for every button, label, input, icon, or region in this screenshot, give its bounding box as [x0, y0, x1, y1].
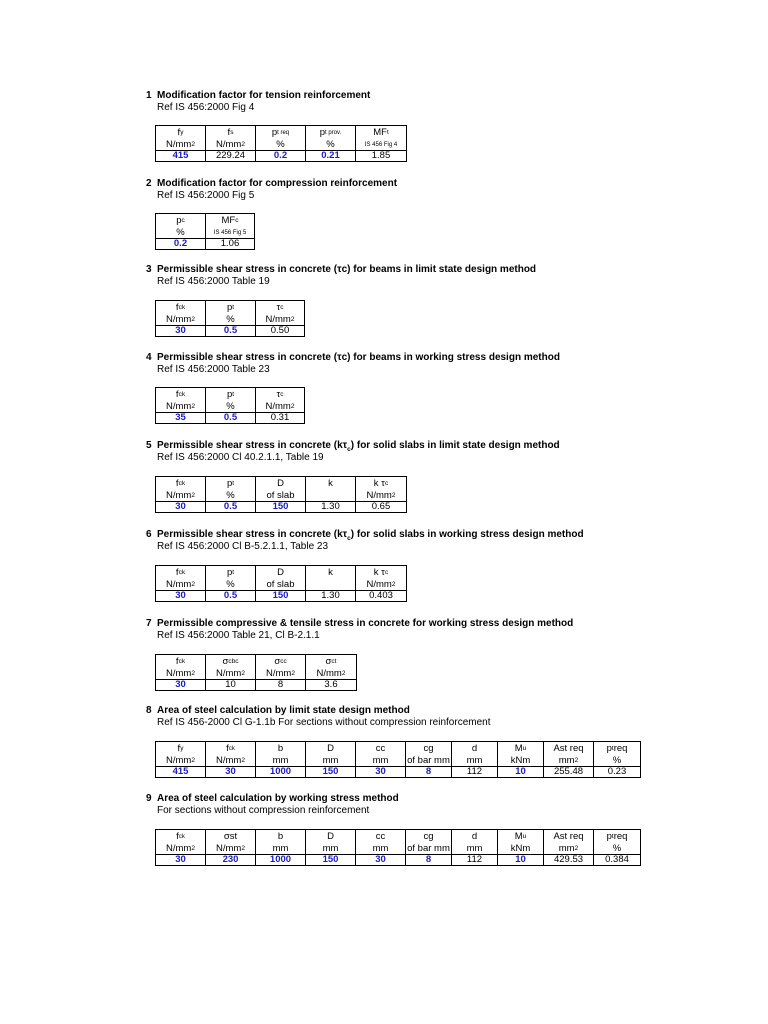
header-fck: f ck	[206, 742, 256, 755]
unit-fy: N/mm 2	[156, 139, 206, 150]
value-b[interactable]: 1000	[256, 854, 306, 865]
value-d[interactable]: 150	[256, 501, 306, 512]
header-cg: cg	[406, 742, 452, 755]
unit-pc: %	[156, 227, 206, 238]
unit-d: of slab	[256, 579, 306, 590]
table-shear-stress-slabs-working-stress	[155, 565, 407, 602]
value-tau-c: 0.50	[256, 325, 304, 336]
header-sigma-cc: σ cc	[256, 655, 306, 668]
header-d-effective: d	[452, 830, 498, 843]
unit-sigma-ct: N/mm 2	[316, 667, 346, 679]
value-sigma-cbc: 10	[206, 679, 256, 690]
header-fck: f ck	[156, 566, 206, 579]
header-fck: f ck	[156, 477, 206, 490]
header-d: D	[256, 477, 306, 490]
table-steel-area-working-stress	[155, 829, 641, 866]
unit-tau-c: N/mm 2	[265, 400, 295, 412]
unit-fck: N/mm 2	[156, 843, 206, 854]
unit-pt: %	[206, 401, 256, 412]
value-pc[interactable]: 0.2	[156, 238, 206, 249]
header-pt-req: p t req	[606, 830, 628, 842]
unit-mfc: IS 456 Fig 5	[213, 229, 247, 236]
unit-sigma-cc: N/mm 2	[256, 668, 306, 679]
unit-mu: kNm	[498, 755, 544, 766]
value-sigma-ct: 3.6	[306, 679, 356, 690]
value-mu[interactable]: 10	[498, 766, 544, 777]
header-d: D	[256, 566, 306, 579]
unit-k	[306, 490, 356, 501]
value-pt[interactable]: 0.5	[206, 501, 256, 512]
table-shear-stress-slabs-limit-state	[155, 476, 407, 513]
section-reference: Ref IS 456:2000 Fig 5	[157, 190, 255, 201]
value-d-effective: 112	[452, 854, 498, 865]
header-pt: p t	[206, 477, 256, 490]
value-k: 1.30	[306, 590, 356, 601]
unit-k-tau-c: N/mm 2	[366, 578, 396, 590]
header-d-depth: D	[306, 830, 356, 843]
unit-fck: N/mm 2	[206, 755, 256, 766]
table-shear-stress-limit-state	[155, 300, 305, 337]
unit-k	[306, 579, 356, 590]
section-reference: Ref IS 456-2000 Cl G-1.1b For sections without compression reinforcement	[157, 717, 491, 728]
value-fck[interactable]: 30	[206, 766, 256, 777]
section-title: 2 Modification factor for compression reinforcement	[146, 178, 398, 189]
unit-fck: N/mm 2	[156, 401, 206, 412]
unit-ast-req: mm 2	[544, 843, 594, 854]
section-title: 3 Permissible shear stress in concrete (τc) for beams in limit state design method	[146, 264, 537, 275]
value-cc[interactable]: 30	[356, 766, 406, 777]
unit-pt-req: %	[612, 754, 622, 766]
header-d-effective: d	[452, 742, 498, 755]
header-fck: f ck	[156, 655, 206, 668]
value-d-depth[interactable]: 150	[306, 766, 356, 777]
table-modification-factor-compression	[155, 213, 255, 250]
unit-d-effective: mm	[452, 843, 498, 854]
header-pt-prov: p t prov.	[306, 126, 356, 139]
header-d-depth: D	[306, 742, 356, 755]
section-title: 7 Permissible compressive & tensile stress in concrete for working stress design method	[146, 618, 574, 629]
header-fck: f ck	[156, 388, 206, 401]
section-6	[146, 529, 584, 553]
section-reference: Ref IS 456:2000 Fig 4	[157, 102, 255, 113]
value-pt-prov[interactable]: 0.21	[306, 150, 356, 161]
value-pt[interactable]: 0.5	[206, 325, 256, 336]
value-cg[interactable]: 8	[406, 766, 452, 777]
value-pt-req: 0.23	[594, 766, 640, 777]
header-mu: M u	[498, 830, 544, 843]
section-9	[146, 793, 399, 817]
header-k: k	[306, 566, 356, 579]
value-fy[interactable]: 415	[156, 150, 206, 161]
header-cg: cg	[406, 830, 452, 843]
value-cg[interactable]: 8	[406, 854, 452, 865]
section-reference: Ref IS 456:2000 Table 21, Cl B-2.1.1	[157, 630, 320, 641]
value-k: 1.30	[306, 501, 356, 512]
unit-mft: IS 456 Fig 4	[364, 141, 398, 148]
header-cc: cc	[356, 742, 406, 755]
unit-pt-req: %	[256, 139, 306, 150]
unit-d-depth: mm	[306, 843, 356, 854]
unit-pt-req: %	[612, 842, 622, 854]
unit-pt: %	[206, 314, 256, 325]
header-fs: f s	[206, 126, 256, 139]
header-b: b	[256, 742, 306, 755]
value-k-tau-c: 0.65	[356, 501, 406, 512]
unit-k-tau-c: N/mm 2	[366, 489, 396, 501]
header-mfc: MF c	[221, 214, 239, 226]
header-pt-req: p t req	[256, 126, 306, 139]
table-modification-factor-tension	[155, 125, 407, 162]
section-title: 9 Area of steel calculation by working stress method	[146, 793, 399, 804]
section-title: 1 Modification factor for tension reinforcement	[146, 90, 371, 101]
value-pt-req[interactable]: 0.2	[256, 150, 306, 161]
value-d-depth[interactable]: 150	[306, 854, 356, 865]
section-reference: Ref IS 456:2000 Cl B-5.2.1.1, Table 23	[157, 541, 329, 552]
section-4	[146, 352, 560, 376]
value-ast-req: 429.53	[544, 854, 594, 865]
header-ast-req: Ast req	[544, 742, 594, 755]
section-5	[146, 440, 560, 464]
value-fy[interactable]: 415	[156, 766, 206, 777]
value-pt-req: 0.384	[594, 854, 640, 865]
unit-fck: N/mm 2	[156, 579, 206, 590]
header-k: k	[306, 477, 356, 490]
table-compressive-tensile-stress	[155, 654, 357, 691]
section-title: 5 Permissible shear stress in concrete $(k\tau_c)$ for solid slabs in limit state design method	[146, 440, 560, 453]
unit-pt: %	[206, 579, 256, 590]
value-d-effective: 112	[452, 766, 498, 777]
section-title: 4 Permissible shear stress in concrete (τc) for beams in working stress design method	[146, 352, 560, 363]
section-3	[146, 264, 536, 288]
header-mft: MF t	[373, 126, 389, 138]
value-b[interactable]: 1000	[256, 766, 306, 777]
unit-cc: mm	[356, 843, 406, 854]
value-cc[interactable]: 30	[356, 854, 406, 865]
value-k-tau-c: 0.403	[356, 590, 406, 601]
value-pt[interactable]: 0.5	[206, 590, 256, 601]
value-fck[interactable]: 30	[156, 590, 206, 601]
section-8	[146, 705, 491, 729]
header-fck: f ck	[156, 301, 206, 314]
value-mfc: 1.06	[206, 238, 254, 249]
value-sigma-st[interactable]: 230	[206, 854, 256, 865]
unit-b: mm	[256, 843, 306, 854]
header-tau-c: τ c	[276, 301, 284, 313]
value-fck[interactable]: 30	[156, 325, 206, 336]
section-reference: Ref IS 456:2000 Table 19	[157, 276, 270, 287]
unit-tau-c: N/mm 2	[265, 313, 295, 325]
header-tau-c: τ c	[276, 388, 284, 400]
header-ast-req: Ast req	[544, 830, 594, 843]
value-fs: 229.24	[206, 150, 256, 161]
header-mu: M u	[498, 742, 544, 755]
header-fy: f y	[156, 742, 206, 755]
section-reference: Ref IS 456:2000 Table 23	[157, 364, 270, 375]
header-fy: f y	[156, 126, 206, 139]
table-shear-stress-working-stress	[155, 387, 305, 424]
unit-fy: N/mm 2	[156, 755, 206, 766]
value-fck[interactable]: 35	[156, 412, 206, 423]
section-2	[146, 178, 397, 202]
section-1	[146, 90, 370, 114]
unit-sigma-st: N/mm 2	[206, 843, 256, 854]
value-tau-c: 0.31	[256, 412, 304, 423]
unit-cg: of bar mm	[406, 755, 452, 766]
header-k-tau-c: k τ c	[373, 566, 389, 578]
unit-d-effective: mm	[452, 755, 498, 766]
value-pt[interactable]: 0.5	[206, 412, 256, 423]
value-ast-req: 255.48	[544, 766, 594, 777]
unit-ast-req: mm 2	[544, 755, 594, 766]
unit-fck: N/mm 2	[156, 668, 206, 679]
value-fck[interactable]: 30	[156, 501, 206, 512]
table-steel-area-limit-state	[155, 741, 641, 778]
value-fck[interactable]: 30	[156, 854, 206, 865]
value-fck[interactable]: 30	[156, 679, 206, 690]
header-sigma-ct: σ ct	[325, 655, 337, 667]
header-pt: p t	[206, 388, 256, 401]
section-reference: For sections without compression reinforcement	[157, 805, 370, 816]
unit-fs: N/mm 2	[206, 139, 256, 150]
header-cc: cc	[356, 830, 406, 843]
section-title: 8 Area of steel calculation by limit state design method	[146, 705, 410, 716]
section-title: 6 Permissible shear stress in concrete $(k\tau_c)$ for solid slabs in working stress design method	[146, 529, 584, 542]
header-pt: p t	[206, 566, 256, 579]
value-sigma-cc: 8	[256, 679, 306, 690]
value-mft: 1.85	[356, 150, 406, 161]
unit-sigma-cbc: N/mm 2	[206, 668, 256, 679]
header-fck: f ck	[156, 830, 206, 843]
header-sigma-cbc: σ cbc	[206, 655, 256, 668]
value-mu[interactable]: 10	[498, 854, 544, 865]
section-reference: Ref IS 456:2000 Cl 40.2.1.1, Table 19	[157, 452, 324, 463]
unit-mu: kNm	[498, 843, 544, 854]
unit-d-depth: mm	[306, 755, 356, 766]
header-k-tau-c: k τ c	[373, 477, 389, 489]
header-pt: p t	[206, 301, 256, 314]
header-pc: p c	[156, 214, 206, 227]
section-7	[146, 618, 573, 642]
header-b: b	[256, 830, 306, 843]
unit-fck: N/mm 2	[156, 490, 206, 501]
unit-d: of slab	[256, 490, 306, 501]
unit-b: mm	[256, 755, 306, 766]
header-sigma-st: σst	[206, 830, 256, 843]
unit-pt: %	[206, 490, 256, 501]
unit-cg: of bar mm	[406, 843, 452, 854]
unit-fck: N/mm 2	[156, 314, 206, 325]
unit-cc: mm	[356, 755, 406, 766]
header-pt-req: p t req	[606, 742, 628, 754]
value-d[interactable]: 150	[256, 590, 306, 601]
unit-pt-prov: %	[306, 139, 356, 150]
